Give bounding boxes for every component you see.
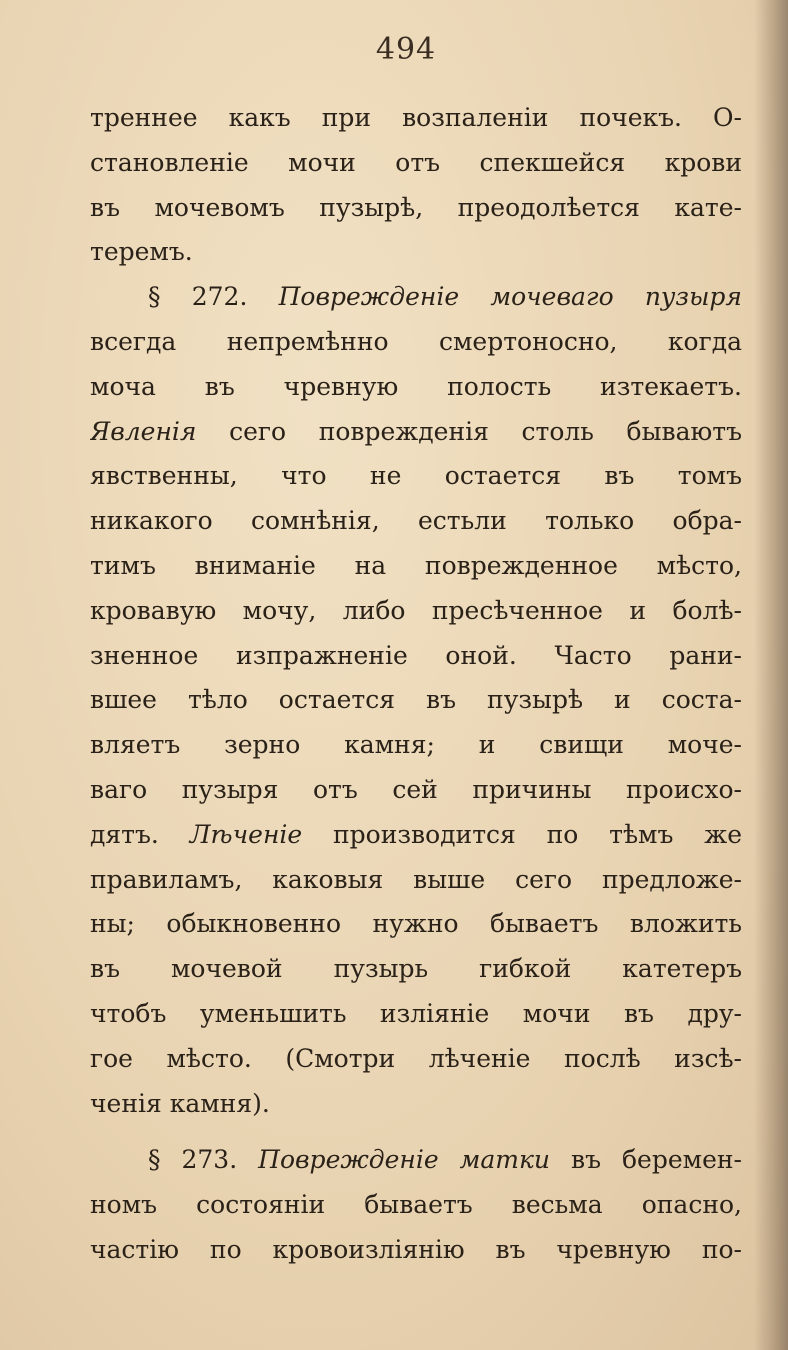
section-273-heading-line (90, 1138, 742, 1183)
text-line: ченія камня). (90, 1088, 270, 1118)
text-line: гое мѣсто. (Смотри лѣченіе послѣ изсѣ- (90, 1043, 742, 1073)
page-number: 494 (375, 32, 437, 67)
text-line: треннее какъ при возпаленіи почекъ. О- (90, 103, 742, 132)
text-line: частію по кровоизліянію въ чревную по- (90, 1234, 742, 1264)
text-line: тимъ вниманіе на поврежденное мѣсто, (90, 550, 742, 580)
text-line: въ мочевой пузырь гибкой катетеръ (90, 954, 742, 984)
text-run: сего поврежденія столь бываютъ (196, 416, 742, 446)
text-run: дятъ. (90, 819, 190, 849)
text-line (90, 410, 742, 455)
text-line: зненное изпражненіе оной. Часто рани- (90, 640, 742, 670)
text-line: теремъ. (90, 237, 193, 267)
text-run: въ беремен- (550, 1145, 742, 1175)
text-line: ваго пузыря отъ сей причины происхо- (90, 774, 742, 804)
text-line: номъ состояніи бываетъ весьма опасно, (90, 1190, 742, 1220)
body-text (90, 96, 742, 1273)
section-272-title: Поврежденіе мочеваго пузыря (278, 282, 742, 312)
text-line: чтобъ уменьшить изліяніе мочи въ дру- (90, 998, 742, 1028)
emphasis-symptoms: Явленія (90, 416, 197, 446)
section-mark: § 272. (148, 282, 279, 312)
text-line: правиламъ, каковыя выше сего предложе- (90, 864, 742, 894)
section-mark: § 273. (148, 1145, 259, 1175)
text-line (90, 813, 742, 858)
text-line: ны; обыкновенно нужно бываетъ вложить (90, 909, 742, 939)
section-273-title: Поврежденіе матки (258, 1145, 551, 1175)
text-line: явственны, что не остается въ томъ (90, 461, 742, 491)
text-line: кровавую мочу, либо пресѣченное и болѣ- (90, 595, 742, 625)
text-line: въ мочевомъ пузырѣ, преодолѣется кате- (90, 192, 742, 222)
emphasis-treatment: Лѣченіе (189, 819, 303, 849)
text-run: производится по тѣмъ же (302, 819, 742, 849)
text-line: всегда непремѣнно смертоносно, когда (90, 326, 742, 356)
text-line: вшее тѣло остается въ пузырѣ и соста- (90, 685, 742, 715)
page-edge-shadow (754, 0, 788, 1350)
section-272-heading-line (90, 275, 742, 320)
text-line: вляетъ зерно камня; и свищи моче- (90, 730, 742, 760)
text-line: никакого сомнѣнія, естьли только обра- (90, 506, 742, 536)
text-line: становленіе мочи отъ спекшейся крови (90, 147, 742, 177)
text-line: моча въ чревную полость изтекаетъ. (90, 371, 742, 401)
